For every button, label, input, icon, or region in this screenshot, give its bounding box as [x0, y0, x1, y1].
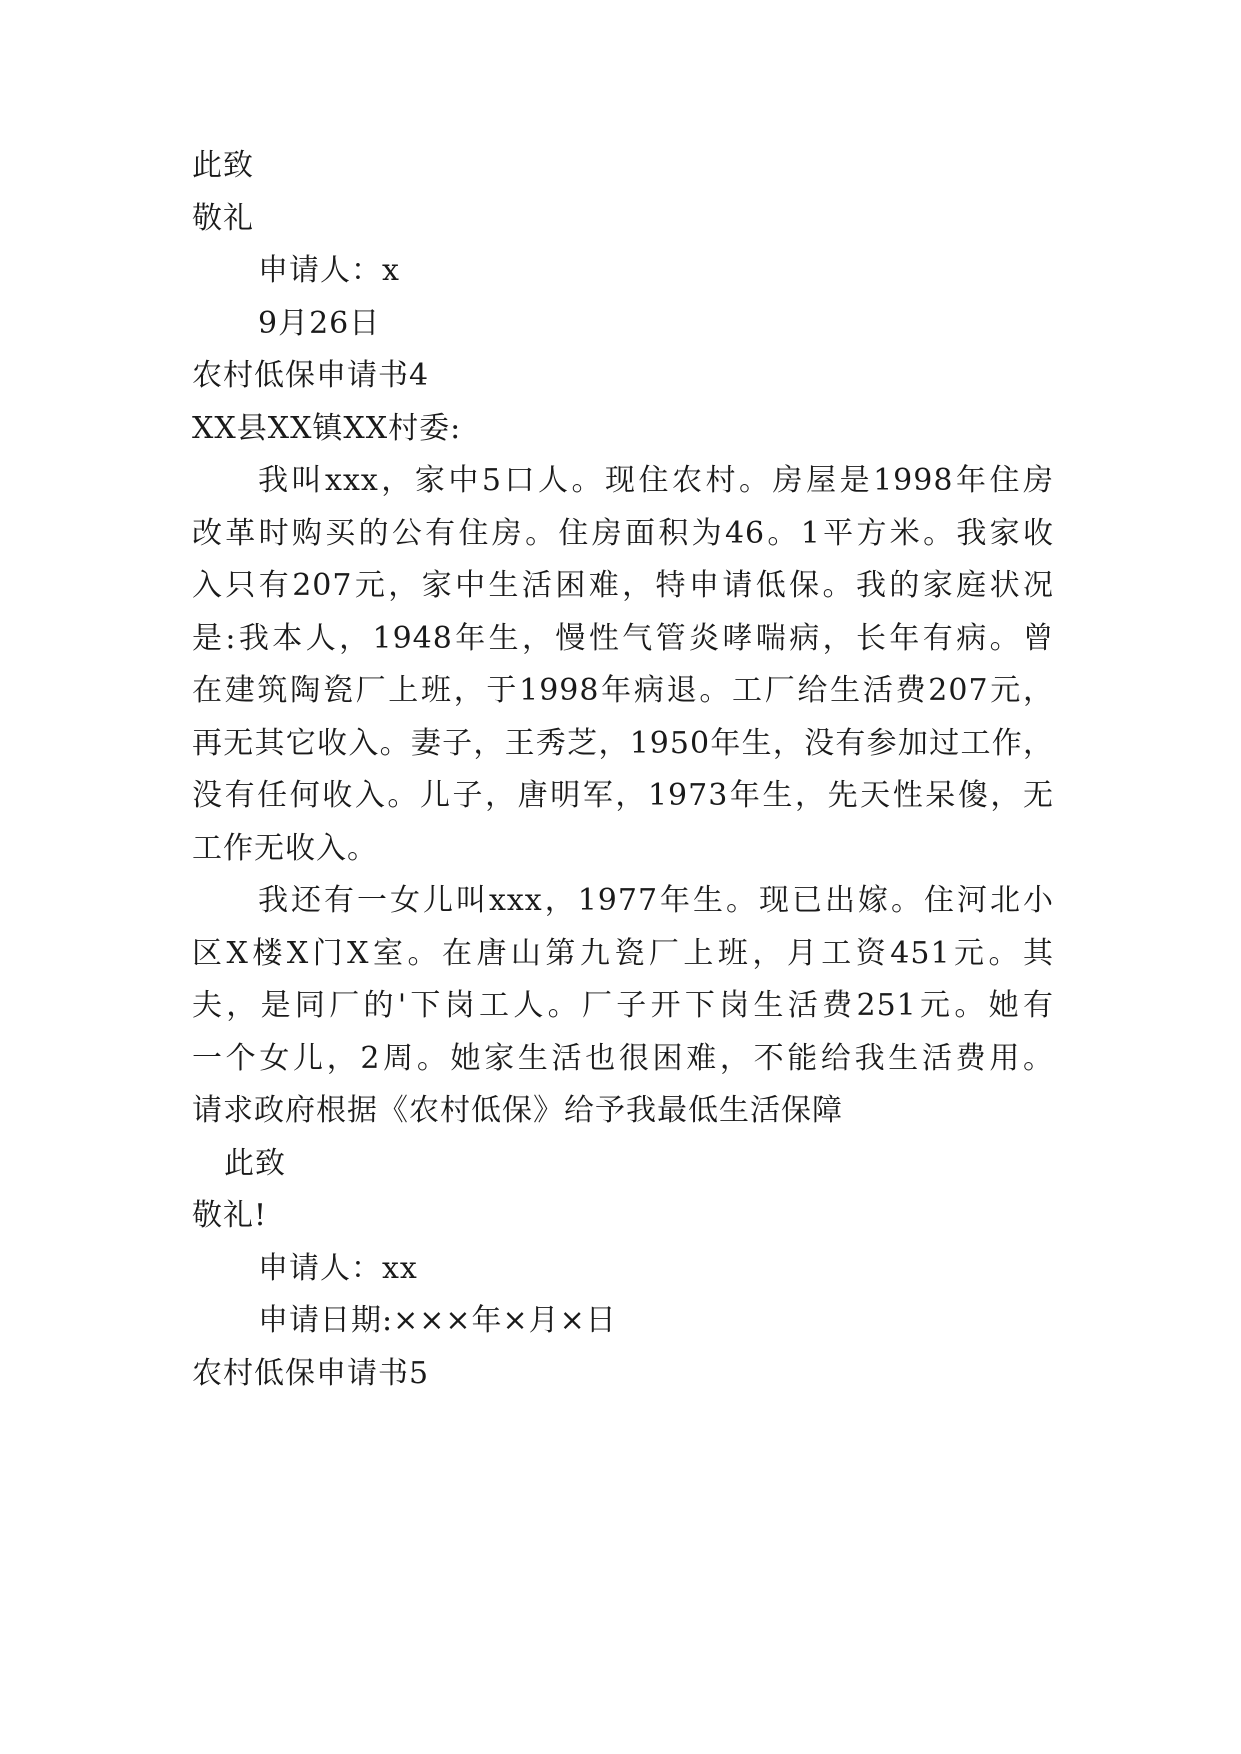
paragraph-line: 没有任何收入。儿子，唐明军，1973年生，先天性呆傻，无	[192, 778, 1054, 813]
paragraph-line: 在建筑陶瓷厂上班，于1998年病退。工厂给生活费207元，	[192, 673, 1054, 708]
application-date: 申请日期:×××年×月×日	[258, 1303, 617, 1338]
paragraph-line: 夫，是同厂的'下岗工人。厂子开下岗生活费251元。她有	[192, 988, 1054, 1023]
applicant-signature: 申请人：x	[258, 253, 400, 288]
paragraph-line: 我叫xxx，家中5口人。现住农村。房屋是1998年住房	[258, 463, 1054, 498]
paragraph-line: 一个女儿，2周。她家生活也很困难，不能给我生活费用。	[192, 1041, 1054, 1076]
paragraph-line: 我还有一女儿叫xxx，1977年生。现已出嫁。住河北小	[258, 883, 1054, 918]
closing-respect: 敬礼	[192, 201, 254, 236]
paragraph-line: 区X楼X门X室。在唐山第九瓷厂上班，月工资451元。其	[192, 936, 1054, 971]
paragraph-line: 入只有207元，家中生活困难，特申请低保。我的家庭状况	[192, 568, 1054, 603]
paragraph-line: 改革时购买的公有住房。住房面积为46。1平方米。我家收	[192, 516, 1054, 551]
addressee: XX县XX镇XX村委:	[192, 411, 462, 446]
closing-salutation: 此致	[192, 148, 254, 183]
paragraph-line: 是:我本人，1948年生，慢性气管炎哮喘病，长年有病。曾	[192, 621, 1054, 656]
section-title: 农村低保申请书5	[192, 1356, 430, 1391]
section-title: 农村低保申请书4	[192, 358, 430, 393]
applicant-signature: 申请人：xx	[258, 1251, 418, 1286]
closing-salutation: 此致	[224, 1146, 286, 1181]
closing-respect: 敬礼!	[192, 1198, 268, 1233]
paragraph-line: 工作无收入。	[192, 831, 378, 866]
paragraph-line: 请求政府根据《农村低保》给予我最低生活保障	[192, 1093, 843, 1128]
application-date: 9月26日	[258, 306, 381, 341]
paragraph-line: 再无其它收入。妻子，王秀芝，1950年生，没有参加过工作，	[192, 726, 1054, 761]
